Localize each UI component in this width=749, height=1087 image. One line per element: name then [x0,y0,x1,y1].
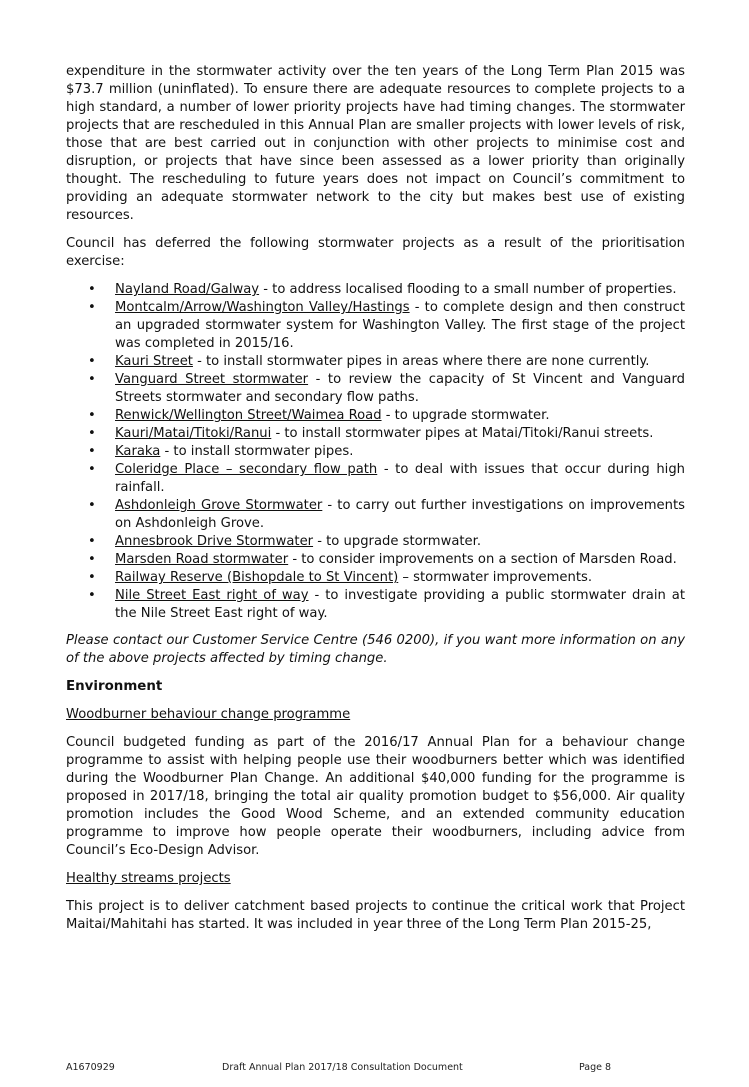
project-description: - to review the capacity of St Vincent and Vanguard Streets stormwater and secondary flow paths. [115,372,685,405]
project-item [66,569,685,587]
project-description: - to carry out further investigations on improvements on Ashdonleigh Grove. [115,498,685,531]
project-item [66,587,685,623]
project-description: - to upgrade stormwater. [381,408,550,423]
bullet-icon: • [88,354,96,369]
project-name: Montcalm/Arrow/Washington Valley/Hastings [115,300,410,315]
bullet-icon: • [88,462,96,477]
project-name: Renwick/Wellington Street/Waimea Road [115,408,382,423]
project-description: - to install stormwater pipes at Matai/Titoki/Ranui streets. [271,426,654,441]
project-list [66,281,685,623]
project-item [66,407,685,425]
bullet-icon: • [88,282,96,297]
project-item [66,443,685,461]
streams-title: Healthy streams projects [66,871,231,886]
project-description: - to address localised flooding to a small number of properties. [259,282,677,297]
environment-heading: Environment [66,679,163,694]
project-item [66,281,685,299]
project-description: - to investigate providing a public stormwater drain at the Nile Street East right of way. [115,588,685,621]
project-name: Annesbrook Drive Stormwater [115,534,314,549]
project-item [66,299,685,353]
contact-note: Please contact our Customer Service Centre (546 0200), if you want more information on any of the above projects affected by timing change. [66,633,685,666]
project-description: - to upgrade stormwater. [313,534,482,549]
bullet-icon: • [88,426,96,441]
bullet-icon: • [88,570,96,585]
project-name: Karaka [115,444,161,459]
project-name: Nayland Road/Galway [115,282,260,297]
bullet-icon: • [88,408,96,423]
project-name: Nile Street East right of way [115,588,309,603]
project-name: Kauri/Matai/Titoki/Ranui [115,426,272,441]
project-item [66,533,685,551]
woodburner-text: Council budgeted funding as part of the 2016/17 Annual Plan for a behaviour change programme to assist with helping people use their woodburners better which was identified during the Woodburner Plan Change. An additional $40,000 funding for the programme is proposed in 2017/18, bringing the total air quality promotion budget to $56,000. Air quality promotion includes the Good Wood Scheme, and an extended community education programme to improve how people operate their woodburners, including advice from Council’s Eco-Design Advisor. [66,735,685,858]
project-description: - to install stormwater pipes in areas where there are none currently. [192,354,650,369]
project-item [66,461,685,497]
bullet-icon: • [88,498,96,513]
deferred-intro: Council has deferred the following stormwater projects as a result of the prioritisation exercise: [66,236,685,269]
project-item [66,551,685,569]
footer-doc-id: A1670929 [66,1062,115,1073]
project-name: Kauri Street [115,354,193,369]
project-description: - to deal with issues that occur during high rainfall. [115,462,686,495]
streams-text: This project is to deliver catchment based projects to continue the critical work that Project Maitai/Mahitahi has started. It was included in year three of the Long Term Plan 2015-25, [66,899,685,932]
bullet-icon: • [88,444,96,459]
document-body [66,63,685,944]
project-item [66,353,685,371]
bullet-icon: • [88,588,96,603]
project-name: Railway Reserve (Bishopdale to St Vincent) [115,570,399,585]
project-name: Coleridge Place – secondary flow path [115,462,378,477]
intro-paragraph: expenditure in the stormwater activity over the ten years of the Long Term Plan 2015 was $73.7 million (uninflated). To ensure there are adequate resources to complete projects to a high standard, a number of lower priority projects have had timing changes. The stormwater projects that are rescheduled in this Annual Plan are smaller projects with lower levels of risk, those that are best carried out in conjunction with other projects to minimise cost and disruption, or projects that have since been assessed as a lower priority than originally thought. The rescheduling to future years does not impact on Council’s commitment to providing an adequate stormwater network to the city but makes best use of existing resources. [66,64,685,223]
footer-doc-title: Draft Annual Plan 2017/18 Consultation Document [222,1062,463,1073]
woodburner-title: Woodburner behaviour change programme [66,707,351,722]
project-name: Ashdonleigh Grove Stormwater [115,498,323,513]
bullet-icon: • [88,300,96,315]
project-item [66,371,685,407]
project-item [66,425,685,443]
project-description: – stormwater improvements. [398,570,592,585]
footer-page-number: Page 8 [579,1062,612,1073]
bullet-icon: • [88,372,96,387]
project-description: - to consider improvements on a section of Marsden Road. [288,552,677,567]
project-description: - to complete design and then construct an upgraded stormwater system for Washington Valley. The first stage of the project was completed in 2015/16. [115,300,686,351]
page-footer [66,1062,685,1076]
project-name: Vanguard Street stormwater [115,372,309,387]
bullet-icon: • [88,534,96,549]
project-item [66,497,685,533]
project-name: Marsden Road stormwater [115,552,289,567]
project-description: - to install stormwater pipes. [160,444,354,459]
bullet-icon: • [88,552,96,567]
